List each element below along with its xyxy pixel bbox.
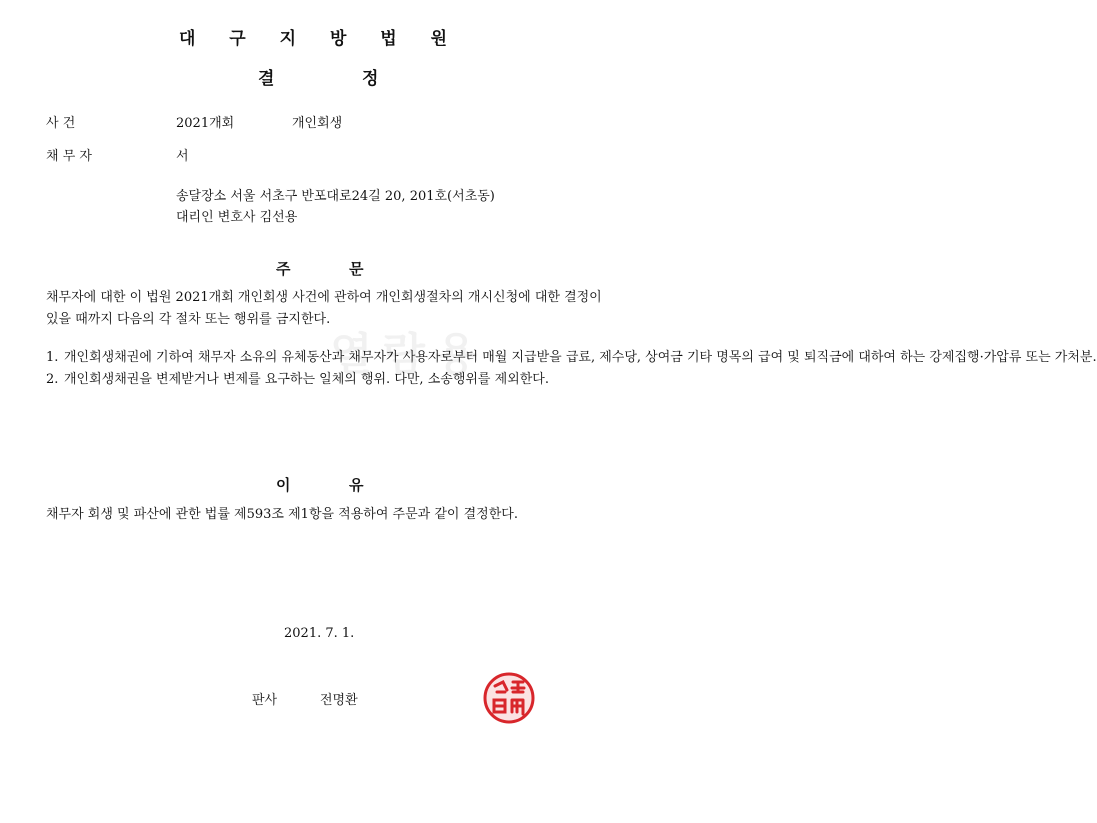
judge-seal-icon — [483, 672, 535, 724]
case-number: 2021개회 — [176, 116, 235, 131]
order-item-text: 개인회생채권에 기하여 채무자 소유의 유체동산과 채무자가 사용자로부터 매월 지급받을 급료, 제수당, 상여금 기타 명목의 급여 및 퇴직금에 대하여 하는 강제집행·가압류 또는 가처분. — [64, 350, 1097, 365]
order-item-number: 2. — [46, 372, 59, 387]
order-text: 채무자에 대한 이 법원 2021개회 개인회생 사건에 관하여 개인회생절차의 개시신청에 대한 결정이 있을 때까지 다음의 각 절차 또는 행위를 금지한다. — [46, 290, 602, 327]
order-item — [46, 347, 1097, 369]
case-label: 사 건 — [46, 116, 76, 131]
court-name: 대 구 지 방 법 원 — [178, 29, 462, 49]
reason-heading-right: 유 — [349, 476, 364, 494]
order-item — [46, 369, 606, 391]
order-heading-right: 문 — [349, 260, 364, 278]
judge-name: 전명환 — [320, 693, 358, 708]
debtor-name: 서 — [176, 149, 189, 164]
agent-lawyer: 대리인 변호사 김선용 — [176, 210, 298, 225]
document-title-right: 정 — [362, 69, 379, 89]
order-item-text: 개인회생채권을 변제받거나 변제를 요구하는 일체의 행위. 다만, 소송행위를 제외한다. — [64, 372, 549, 387]
judge-title: 판사 — [252, 693, 278, 708]
order-items-list — [46, 347, 1097, 391]
watermark-text: 열람용 — [330, 329, 488, 380]
reason-heading-left: 이 — [276, 476, 291, 494]
order-heading-left: 주 — [276, 260, 291, 278]
debtor-label: 채 무 자 — [46, 149, 92, 164]
reason-text: 채무자 회생 및 파산에 관한 법률 제593조 제1항을 적용하여 주문과 같이 결정한다. — [46, 507, 518, 522]
service-address: 송달장소 서울 서초구 반포대로24길 20, 201호(서초동) — [176, 189, 495, 204]
case-type: 개인회생 — [292, 116, 343, 131]
decision-date: 2021. 7. 1. — [284, 626, 355, 641]
document-title-left: 결 — [258, 69, 275, 89]
order-item-number: 1. — [46, 350, 59, 365]
